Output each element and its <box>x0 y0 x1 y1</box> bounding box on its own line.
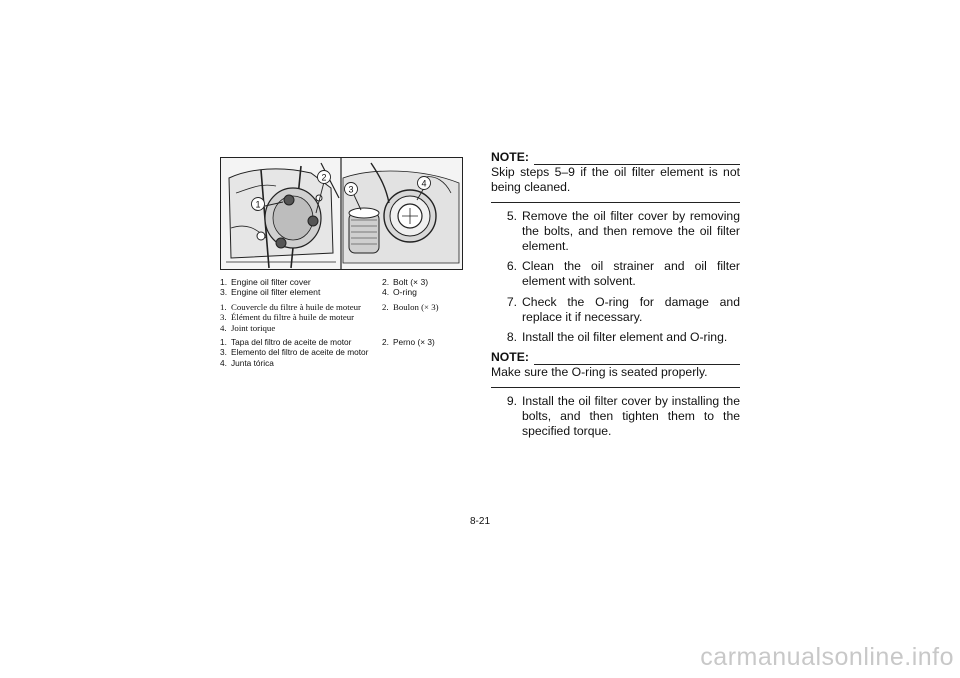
step-number: 6. <box>506 259 517 274</box>
caption-fr-item1: Couvercle du filtre à huile de moteur <box>231 301 361 312</box>
callout-2: 2 <box>321 172 327 183</box>
instructions-column <box>491 150 740 444</box>
note-2-rule <box>534 354 740 365</box>
caption-fr-item3: Élément du filtre à huile de moteur <box>231 312 355 323</box>
caption-es-item3: Elemento del filtro de aceite de motor <box>231 347 369 358</box>
step-number: 9. <box>506 393 517 408</box>
caption-en-item2: Bolt (× 3) <box>393 277 429 287</box>
caption-en-item1: Engine oil filter cover <box>231 277 311 287</box>
note-1-label: NOTE: <box>491 150 529 164</box>
step-text: Clean the oil strainer and oil filter element with solvent. <box>522 259 740 289</box>
caption-english: 1. Engine oil filter cover 2. Bolt (× 3) 3. Engine oil filter element 4. O-ring <box>220 277 429 298</box>
caption-fr-item2: Boulon (× 3) <box>393 301 439 312</box>
caption-es-item2: Perno (× 3) <box>393 337 435 348</box>
note-2-text: Make sure the O-ring is seated properly. <box>491 365 708 380</box>
callout-1: 1 <box>255 199 261 210</box>
step-text: Install the oil filter element and O-ring. <box>522 330 728 345</box>
callout-4: 4 <box>421 178 427 189</box>
step-text: Check the O-ring for damage and replace it if necessary. <box>522 294 740 324</box>
step-9 <box>491 394 740 440</box>
note-2-end-rule <box>491 387 740 388</box>
step-text: Remove the oil filter cover by removing the bolts, and then remove the oil filter element. <box>522 208 740 254</box>
note-1-text: Skip steps 5–9 if the oil filter element is not being cleaned. <box>491 165 740 195</box>
step-number: 8. <box>506 330 517 345</box>
step-5 <box>491 209 740 255</box>
note-2-label: NOTE: <box>491 350 529 365</box>
caption-french: 1. Couvercle du filtre à huile de moteur 2. Boulon (× 3) 3. Élément du filtre à huile de moteur 4. Joint torique <box>220 301 439 333</box>
step-text: Install the oil filter cover by installing the bolts, and then tighten them to the specified torque. <box>522 393 740 439</box>
caption-spanish: 1. Tapa del filtro de aceite de motor 2. Perno (× 3) 3. Elemento del filtro de aceite de motor 4. Junta tórica <box>220 337 435 368</box>
note-1-end-rule <box>491 202 740 203</box>
step-number: 7. <box>506 294 517 309</box>
engine-drawing <box>221 158 462 269</box>
caption-en-item3: Engine oil filter element <box>231 287 321 298</box>
caption-en-item4: O-ring <box>393 287 417 298</box>
note-1-heading <box>491 150 740 165</box>
callout-3: 3 <box>348 184 354 195</box>
note-1-rule <box>534 154 740 165</box>
caption-es-item4: Junta tórica <box>231 357 274 368</box>
step-number: 5. <box>506 208 517 223</box>
watermark: carmanualsonline.info <box>700 643 954 671</box>
note-2-heading <box>491 350 740 365</box>
figure-captions <box>220 277 470 372</box>
page-number: 8-21 <box>470 516 491 527</box>
step-7 <box>491 295 740 325</box>
caption-fr-item4: Joint torique <box>231 322 276 333</box>
step-8 <box>491 330 740 345</box>
caption-es-item1: Tapa del filtro de aceite de motor <box>231 337 352 348</box>
step-6 <box>491 259 740 289</box>
right-panel-drawing <box>343 163 459 263</box>
oil-filter-illustration <box>220 157 463 270</box>
